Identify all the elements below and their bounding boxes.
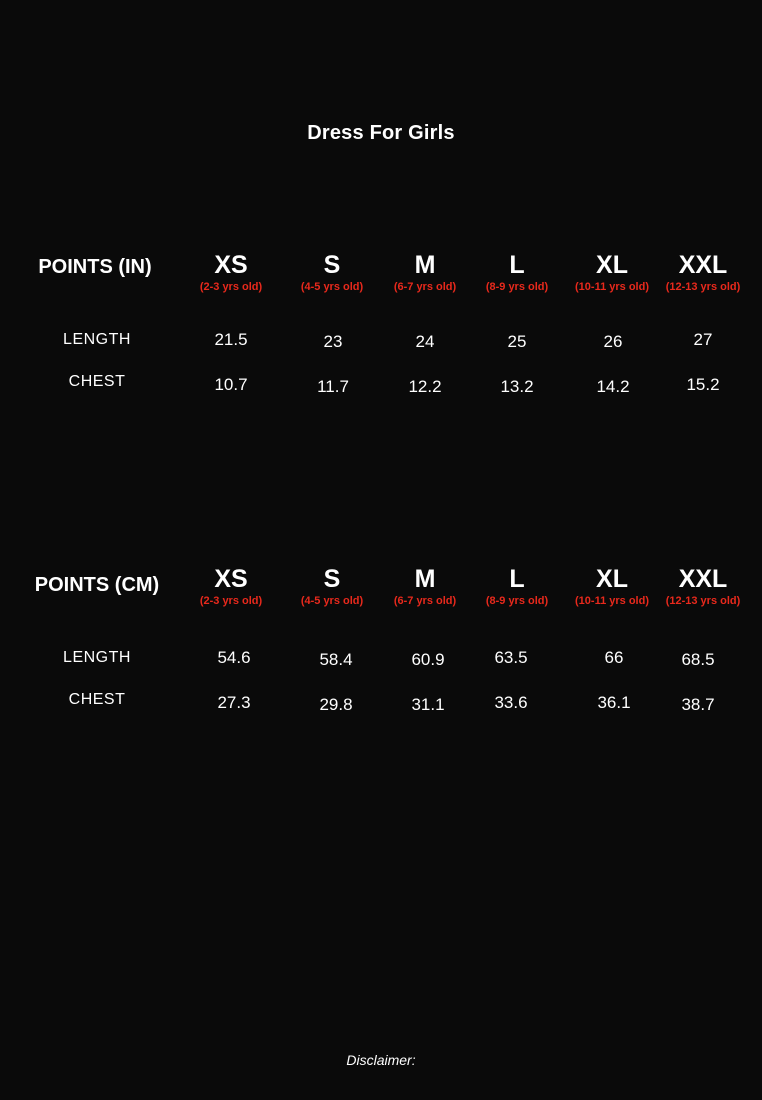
table-cell: 63.5 <box>494 648 528 667</box>
points-header-cm: POINTS (CM) <box>34 574 160 596</box>
table-cell: 29.8 <box>319 695 353 714</box>
table-cell: 66 <box>604 648 624 667</box>
size-age: (10-11 yrs old) <box>575 281 649 293</box>
size-age: (10-11 yrs old) <box>575 595 649 607</box>
table-cell: 27.3 <box>217 693 251 712</box>
size-header-m <box>394 564 456 608</box>
size-header-xxl <box>666 564 741 608</box>
size-name: S <box>323 251 341 279</box>
size-header-l <box>486 564 548 608</box>
table-cell: 11.7 <box>317 377 349 396</box>
table-cell: 33.6 <box>494 693 528 712</box>
size-age: (2-3 yrs old) <box>199 281 263 293</box>
size-name: XL <box>596 565 628 593</box>
table-cell: 31.1 <box>411 695 445 714</box>
table-cell: 12.2 <box>408 377 442 396</box>
row-label-length: LENGTH <box>63 649 131 666</box>
size-header-s <box>301 564 363 608</box>
size-header-xl <box>575 564 649 608</box>
size-name: L <box>509 251 525 279</box>
table-cell: 21.5 <box>214 330 248 349</box>
table-cell: 13.2 <box>500 377 534 396</box>
table-cell: 58.4 <box>319 650 353 669</box>
size-age: (4-5 yrs old) <box>300 595 364 607</box>
size-name: XL <box>596 251 628 279</box>
size-header-l <box>486 250 548 294</box>
size-name: XXL <box>678 251 728 279</box>
row-label-chest: CHEST <box>68 373 126 390</box>
size-header-xs <box>200 564 262 608</box>
table-cell: 54.6 <box>217 648 251 667</box>
size-age: (8-9 yrs old) <box>485 595 549 607</box>
size-age: (6-7 yrs old) <box>393 281 457 293</box>
size-header-xxl <box>666 250 741 294</box>
table-cell: 27 <box>693 330 713 349</box>
row-label-length: LENGTH <box>63 331 131 348</box>
table-cell: 36.1 <box>597 693 631 712</box>
points-header-in: POINTS (IN) <box>38 256 152 278</box>
size-name: M <box>414 251 436 279</box>
size-name: XS <box>214 251 248 279</box>
size-name: S <box>323 565 341 593</box>
disclaimer: Disclaimer: <box>346 1052 416 1068</box>
size-header-xs <box>200 250 262 294</box>
table-cell: 25 <box>507 332 527 351</box>
table-cell: 23 <box>323 332 343 351</box>
table-cell: 68.5 <box>681 650 715 669</box>
size-age: (6-7 yrs old) <box>393 595 457 607</box>
table-cell: 26 <box>603 332 623 351</box>
size-name: XXL <box>678 565 728 593</box>
size-header-s <box>301 250 363 294</box>
row-label-chest: CHEST <box>68 691 126 708</box>
page-title: Dress For Girls <box>307 122 455 144</box>
table-cell: 14.2 <box>596 377 630 396</box>
size-age: (12-13 yrs old) <box>665 281 741 293</box>
size-header-m <box>394 250 456 294</box>
table-cell: 38.7 <box>681 695 715 714</box>
size-age: (12-13 yrs old) <box>665 595 741 607</box>
size-age: (8-9 yrs old) <box>485 281 549 293</box>
table-cell: 60.9 <box>411 650 445 669</box>
size-header-xl <box>575 250 649 294</box>
size-age: (2-3 yrs old) <box>199 595 263 607</box>
size-name: L <box>509 565 525 593</box>
table-cell: 24 <box>415 332 435 351</box>
size-name: XS <box>214 565 248 593</box>
table-cell: 10.7 <box>214 375 248 394</box>
table-cell: 15.2 <box>686 375 720 394</box>
size-age: (4-5 yrs old) <box>300 281 364 293</box>
size-name: M <box>414 565 436 593</box>
